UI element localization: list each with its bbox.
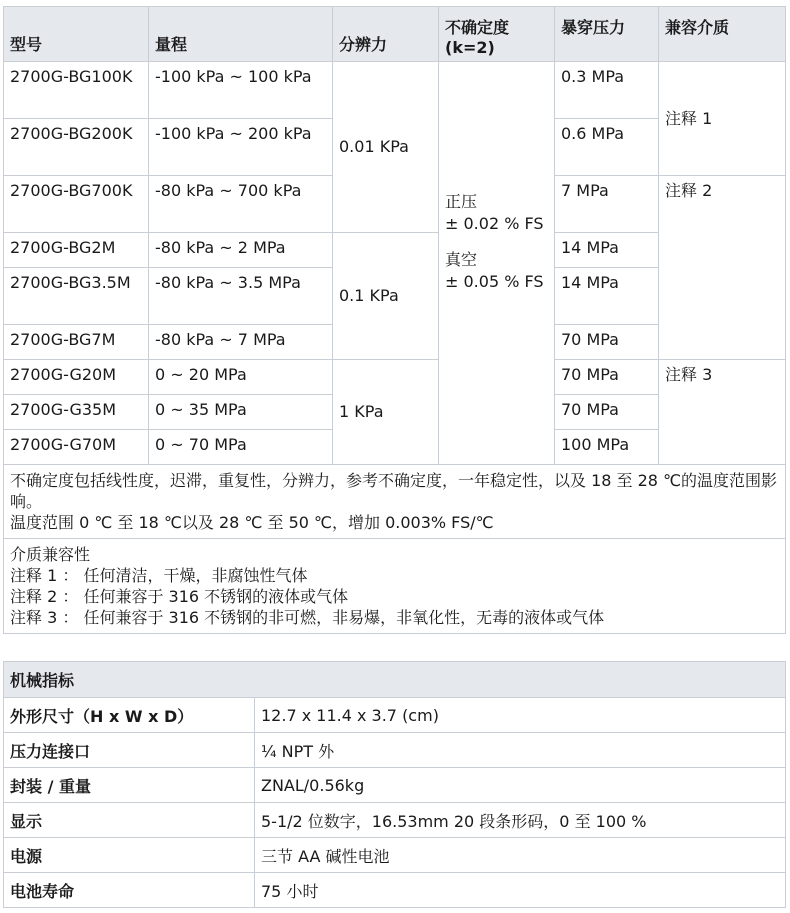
cell-media: 注释 2 [659, 176, 786, 360]
cell-model: 2700G-BG7M [4, 325, 149, 360]
uncertainty-pos-label: 正压 [445, 192, 478, 211]
mechanical-title: 机械指标 [4, 662, 786, 698]
cell-range: 0 ~ 35 MPa [149, 395, 333, 430]
table-row [4, 698, 786, 733]
cell-range: -80 kPa ~ 700 kPa [149, 176, 333, 233]
cell-uncertainty [439, 62, 555, 465]
cell-media: 注释 3 [659, 360, 786, 465]
cell-resolution: 0.1 KPa [333, 233, 439, 360]
cell-range: -100 kPa ~ 100 kPa [149, 62, 333, 119]
cell-model: 2700G-BG100K [4, 62, 149, 119]
cell-range: -80 kPa ~ 7 MPa [149, 325, 333, 360]
media-note-row [4, 539, 786, 634]
cell-range: -80 kPa ~ 3.5 MPa [149, 268, 333, 325]
uncertainty-note-line1: 不确定度包括线性度，迟滞，重复性，分辨力，参考不确定度，一年稳定性，以及 18 至 28 ℃的温度范围影响。 [10, 471, 778, 511]
media-note [4, 539, 786, 634]
cell-model: 2700G-BG700K [4, 176, 149, 233]
media-note-1: 注释 1 ： 任何清洁，干燥，非腐蚀性气体 [10, 566, 308, 585]
header-uncertainty: 不确定度 (k=2) [439, 7, 555, 62]
cell-burst: 0.3 MPa [555, 62, 659, 119]
uncertainty-note-line2: 温度范围 0 ℃ 至 18 ℃以及 28 ℃ 至 50 ℃，增加 0.003% FS/℃ [10, 513, 494, 532]
mech-label: 封装 / 重量 [4, 768, 255, 803]
cell-burst: 70 MPa [555, 325, 659, 360]
cell-burst: 0.6 MPa [555, 119, 659, 176]
cell-range: -80 kPa ~ 2 MPa [149, 233, 333, 268]
uncertainty-neg-value: ± 0.05 % FS [445, 272, 544, 291]
spec-header-row [4, 7, 786, 62]
cell-model: 2700G-BG2M [4, 233, 149, 268]
cell-range: -100 kPa ~ 200 kPa [149, 119, 333, 176]
mech-value: 三节 AA 碱性电池 [255, 838, 786, 873]
cell-burst: 100 MPa [555, 430, 659, 465]
mech-label: 电源 [4, 838, 255, 873]
cell-burst: 14 MPa [555, 233, 659, 268]
table-row [4, 768, 786, 803]
cell-burst: 7 MPa [555, 176, 659, 233]
cell-burst: 70 MPa [555, 360, 659, 395]
mech-label: 显示 [4, 803, 255, 838]
uncertainty-neg-label: 真空 [445, 250, 478, 269]
mech-value: 75 小时 [255, 873, 786, 908]
mech-label: 压力连接口 [4, 733, 255, 768]
mechanical-header-row [4, 662, 786, 698]
cell-resolution: 0.01 KPa [333, 62, 439, 233]
cell-model: 2700G-BG3.5M [4, 268, 149, 325]
cell-model: 2700G-G20M [4, 360, 149, 395]
cell-model: 2700G-G70M [4, 430, 149, 465]
header-resolution: 分辨力 [333, 7, 439, 62]
cell-burst: 70 MPa [555, 395, 659, 430]
media-note-title: 介质兼容性 [10, 545, 91, 564]
cell-range: 0 ~ 70 MPa [149, 430, 333, 465]
spec-table [3, 6, 786, 634]
media-note-2: 注释 2 ： 任何兼容于 316 不锈钢的液体或气体 [10, 587, 349, 606]
header-media: 兼容介质 [659, 7, 786, 62]
cell-media: 注释 1 [659, 62, 786, 176]
table-row [4, 803, 786, 838]
mech-value: 12.7 x 11.4 x 3.7 (cm) [255, 698, 786, 733]
mech-value: ¼ NPT 外 [255, 733, 786, 768]
cell-model: 2700G-BG200K [4, 119, 149, 176]
cell-resolution: 1 KPa [333, 360, 439, 465]
table-row [4, 873, 786, 908]
header-burst: 暴穿压力 [555, 7, 659, 62]
cell-burst: 14 MPa [555, 268, 659, 325]
table-row [4, 733, 786, 768]
header-model: 型号 [4, 7, 149, 62]
uncertainty-pos-value: ± 0.02 % FS [445, 214, 544, 233]
table-row [4, 360, 786, 395]
uncertainty-note-row [4, 465, 786, 539]
mech-value: 5-1/2 位数字，16.53mm 20 段条形码，0 至 100 % [255, 803, 786, 838]
table-row [4, 62, 786, 119]
table-row [4, 838, 786, 873]
mechanical-table [3, 661, 786, 908]
media-note-3: 注释 3 ： 任何兼容于 316 不锈钢的非可燃，非易爆，非氧化性，无毒的液体或气体 [10, 608, 605, 627]
uncertainty-note [4, 465, 786, 539]
mech-value: ZNAL/0.56kg [255, 768, 786, 803]
cell-range: 0 ~ 20 MPa [149, 360, 333, 395]
cell-model: 2700G-G35M [4, 395, 149, 430]
mech-label: 电池寿命 [4, 873, 255, 908]
header-range: 量程 [149, 7, 333, 62]
mech-label: 外形尺寸（H x W x D） [4, 698, 255, 733]
